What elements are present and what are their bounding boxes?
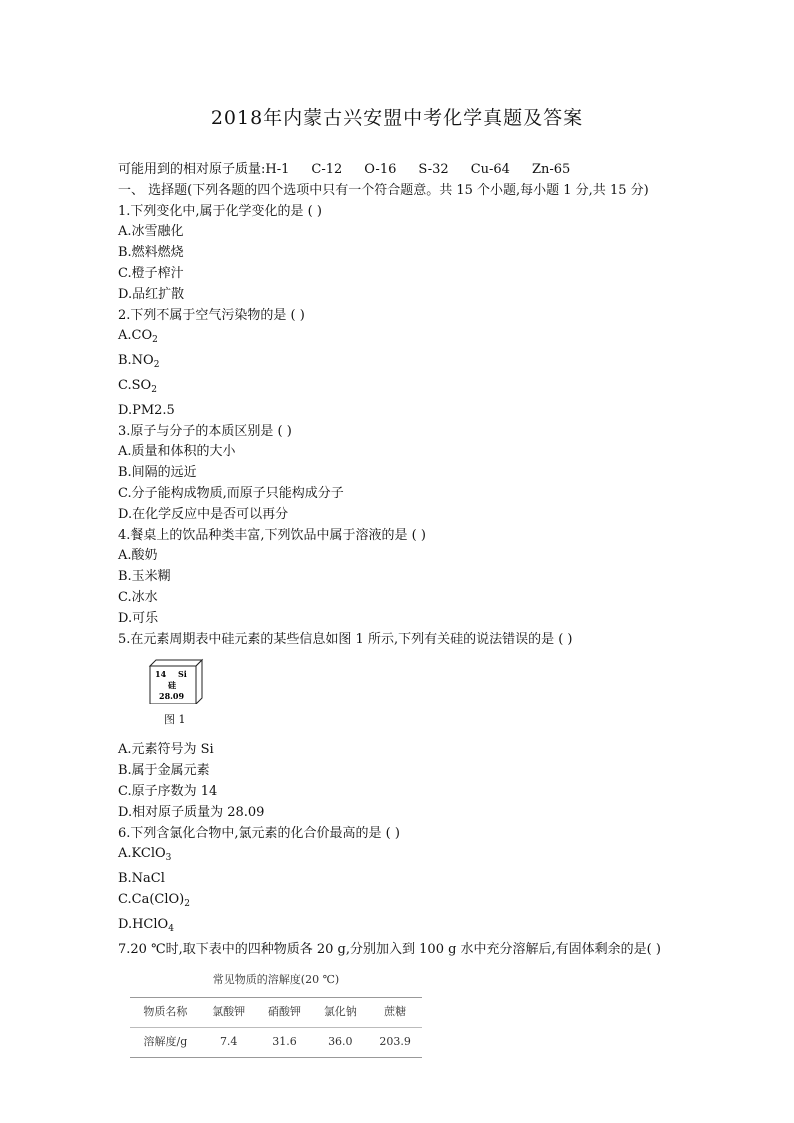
option: A.冰雪融化 (118, 224, 184, 240)
option: $C.Ca(ClO)_2$ (118, 891, 190, 909)
mass-item: Cu-64 (470, 162, 510, 177)
option: C.分子能构成物质,而原子只能构成分子 (118, 485, 344, 501)
table-title: 常见物质的溶解度(20 ℃) (212, 973, 340, 987)
option: B.间隔的远近 (118, 465, 197, 481)
mass-item: Zn-65 (531, 162, 571, 177)
figure-caption: 图 1 (164, 713, 186, 727)
option: B.属于金属元素 (118, 763, 210, 779)
option: $C.SO_2$ (118, 377, 157, 395)
table-header-cell: 蔗糖 (368, 998, 422, 1028)
option: A.质量和体积的大小 (118, 444, 236, 460)
question-stem: 1.下列变化中,属于化学变化的是 ( ) (118, 203, 322, 219)
option: C.冰水 (118, 589, 158, 605)
table-row (130, 1027, 422, 1057)
option: B.玉米糊 (118, 569, 171, 585)
option: A.KClO$_3$ (118, 846, 172, 864)
table-cell: 7.4 (201, 1027, 257, 1057)
atomic-mass-line: 可能用到的相对原子质量:H-1 C-12 O-16 S-32 Cu-64 Zn-65 (118, 162, 571, 177)
question-stem: 6.下列含氯化合物中,氯元素的化合价最高的是 ( ) (118, 825, 400, 841)
question-stem: 5.在元素周期表中硅元素的某些信息如图 1 所示,下列有关硅的说法错误的是 ( ) (118, 631, 573, 647)
option: D.可乐 (118, 610, 159, 626)
option: B.燃料燃烧 (118, 245, 184, 261)
option: B.NaCl (118, 871, 165, 887)
option: $B.NO_2$ (118, 353, 160, 371)
table-cell: 203.9 (368, 1027, 422, 1057)
table-cell: 溶解度/g (130, 1027, 201, 1057)
question-stem: 3.原子与分子的本质区别是 ( ) (118, 423, 292, 439)
question-stem: 7.20 ℃时,取下表中的四种物质各 20 g,分别加入到 100 g 水中充分溶解后,有固体剩余的是( ) (118, 941, 661, 957)
table-header-row (130, 998, 422, 1028)
option: $A.CO_2$ (118, 328, 158, 346)
element-cube-graphic (148, 658, 204, 704)
table-cell: 36.0 (312, 1027, 368, 1057)
question-stem: 2.下列不属于空气污染物的是 ( ) (118, 307, 305, 323)
question-stem: 4.餐桌上的饮品种类丰富,下列饮品中属于溶液的是 ( ) (118, 527, 426, 543)
element-symbol: Si (178, 669, 187, 680)
table-cell: 31.6 (257, 1027, 313, 1057)
mass-item: H-1 (265, 162, 290, 177)
solubility-table (130, 970, 422, 1057)
table-header-cell: 物质名称 (130, 998, 201, 1028)
page-title: 2018年内蒙古兴安盟中考化学真题及答案 (210, 107, 584, 129)
option: D.相对原子质量为 28.09 (118, 804, 265, 820)
element-name: 硅 (168, 681, 176, 691)
silicon-element-figure (118, 652, 678, 740)
option: A.元素符号为 Si (118, 742, 214, 758)
table-header-cell: 氯酸钾 (201, 998, 257, 1028)
mass-item: O-16 (364, 162, 397, 177)
option: D.品红扩散 (118, 286, 185, 302)
option: C.原子序数为 14 (118, 783, 218, 799)
option: D.PM2.5 (118, 402, 175, 418)
atomic-mass: 28.09 (159, 691, 185, 702)
option: D.在化学反应中是否可以再分 (118, 506, 289, 522)
mass-item: S-32 (418, 162, 449, 177)
document-body (118, 160, 678, 1058)
mass-item: C-12 (311, 162, 343, 177)
atomic-number: 14 (155, 669, 167, 680)
option: D.HClO$_4$ (118, 916, 174, 934)
option: C.橙子榨汁 (118, 265, 184, 281)
table-header-cell: 硝酸钾 (257, 998, 313, 1028)
table-header-cell: 氯化钠 (312, 998, 368, 1028)
section-heading: 一、 选择题(下列各题的四个选项中只有一个符合题意。共 15 个小题,每小题 1 分,共 15 分) (118, 182, 649, 198)
option: A.酸奶 (118, 548, 158, 564)
